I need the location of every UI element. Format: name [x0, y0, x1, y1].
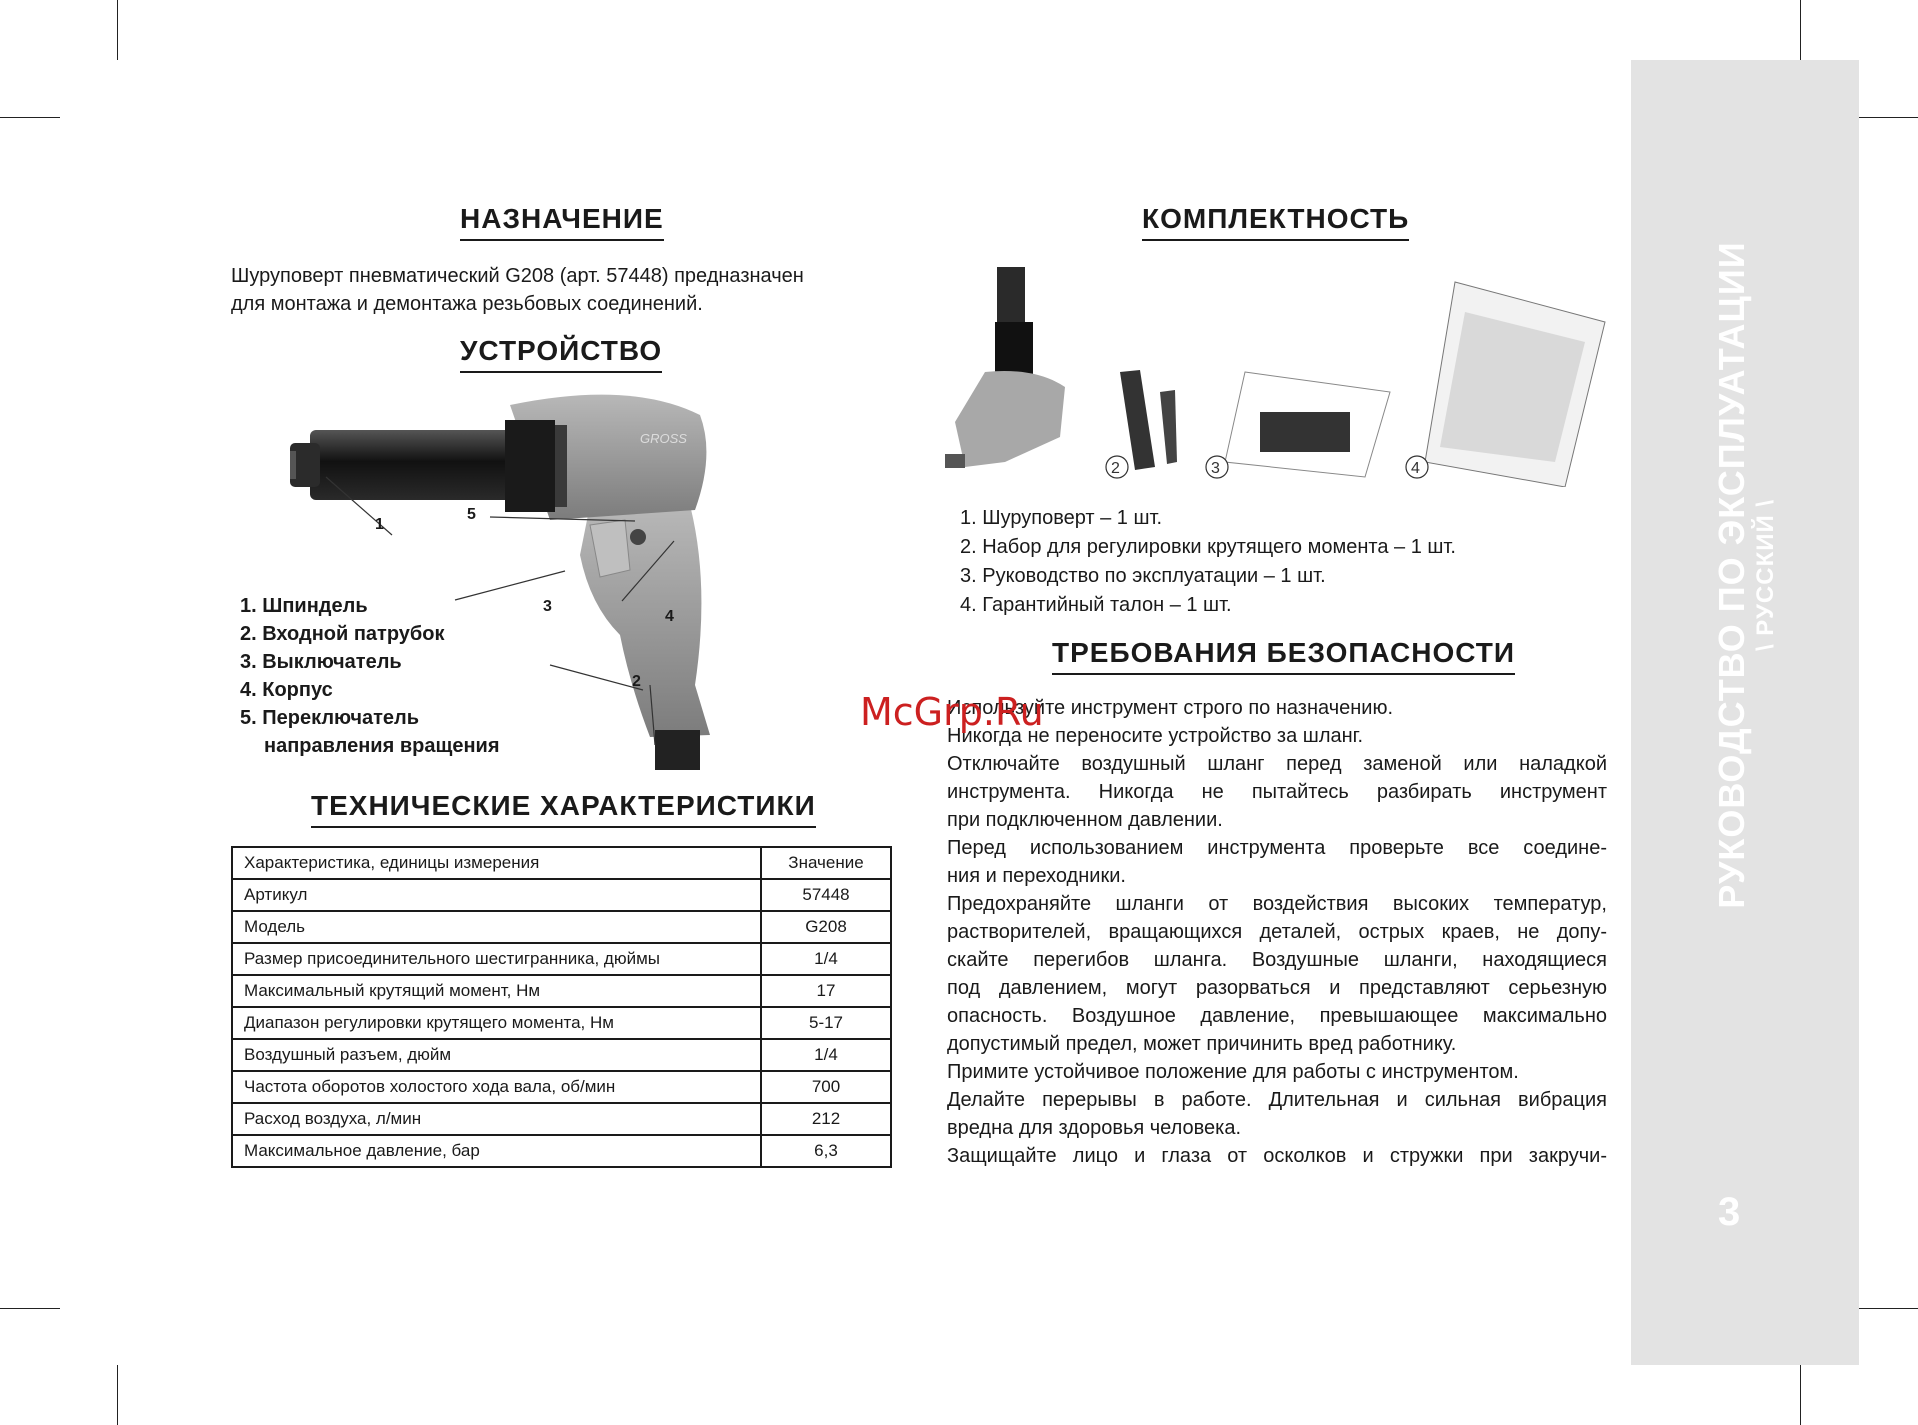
crop-mark	[117, 0, 118, 60]
sidebar-subtitle: \ РУССКИЙ \	[1752, 498, 1779, 652]
parts-item: направления вращения	[264, 735, 500, 757]
safety-line: Примите устойчивое положение для работы с инструментом.	[947, 1061, 1519, 1083]
table-cell: Диапазон регулировки крутящего момента, Нм	[232, 1007, 761, 1039]
table-cell: 5-17	[761, 1007, 891, 1039]
table-cell: 1/4	[761, 943, 891, 975]
crop-mark	[1800, 1365, 1801, 1425]
image-num-4: 4	[1411, 460, 1420, 477]
purpose-text	[231, 262, 892, 318]
section-title-purpose: НАЗНАЧЕНИЕ	[460, 203, 664, 241]
safety-line: Защищайте лицо и глаза от осколков и стружки при закручи-	[947, 1145, 1607, 1167]
image-num-2: 2	[1111, 460, 1120, 477]
table-cell: 6,3	[761, 1135, 891, 1167]
table-row	[232, 1103, 891, 1135]
table-row	[232, 943, 891, 975]
package-item: 1. Шуруповерт – 1 шт.	[960, 507, 1163, 529]
sidebar-title-text: РУКОВОДСТВО ПО ЭКСПЛУАТАЦИИ	[1711, 241, 1752, 909]
parts-list	[240, 592, 500, 760]
safety-line: растворителей, вращающихся деталей, острых краев, не допу-	[947, 921, 1607, 943]
section-title-package: КОМПЛЕКТНОСТЬ	[1142, 203, 1409, 241]
section-title-device: УСТРОЙСТВО	[460, 335, 662, 373]
watermark: McGrp.Ru	[860, 690, 1044, 734]
safety-line: ния и переходники.	[947, 865, 1126, 887]
table-cell: Воздушный разъем, дюйм	[232, 1039, 761, 1071]
table-cell: 212	[761, 1103, 891, 1135]
safety-line: скайте перегибов шланга. Воздушные шланги, находящиеся	[947, 949, 1607, 971]
safety-line: под давлением, могут разорваться и представляют серьезную	[947, 977, 1607, 999]
safety-line: Никогда не переносите устройство за шланг.	[947, 725, 1364, 747]
package-contents-illustration	[945, 262, 1610, 487]
table-cell: 17	[761, 975, 891, 1007]
table-cell: Максимальный крутящий момент, Нм	[232, 975, 761, 1007]
callout-4: 4	[665, 608, 674, 625]
table-row	[232, 1071, 891, 1103]
safety-line: инструмента. Никогда не пытайтесь разбирать инструмент	[947, 781, 1607, 803]
safety-text	[947, 694, 1607, 1170]
section-title-safety: ТРЕБОВАНИЯ БЕЗОПАСНОСТИ	[1052, 637, 1515, 675]
table-row	[232, 879, 891, 911]
table-cell: 700	[761, 1071, 891, 1103]
image-num-3: 3	[1211, 460, 1220, 477]
safety-line: опасность. Воздушное давление, превышающее максимально	[947, 1005, 1607, 1027]
parts-item: 1. Шпиндель	[240, 595, 368, 617]
page-number: 3	[1718, 1190, 1741, 1234]
parts-item: 4. Корпус	[240, 679, 333, 701]
table-cell: Размер присоединительного шестигранника, дюймы	[232, 943, 761, 975]
table-header-row	[232, 847, 891, 879]
crop-mark	[1858, 1308, 1918, 1309]
callout-2: 2	[632, 673, 641, 690]
table-row	[232, 975, 891, 1007]
table-row	[232, 1135, 891, 1167]
safety-line: Перед использованием инструмента проверьте все соедине-	[947, 837, 1607, 859]
package-item: 4. Гарантийный талон – 1 шт.	[960, 594, 1232, 616]
sidebar-title	[1711, 241, 1779, 908]
crop-mark	[1800, 0, 1801, 60]
table-cell: G208	[761, 911, 891, 943]
table-cell: 57448	[761, 879, 891, 911]
parts-item: 5. Переключатель	[240, 707, 420, 729]
safety-line: Отключайте воздушный шланг перед заменой или наладкой	[947, 753, 1607, 775]
package-list	[960, 504, 1456, 620]
purpose-line: Шуруповерт пневматический G208 (арт. 57448) предназначен	[231, 265, 804, 287]
specs-table	[231, 846, 892, 1168]
parts-item: 3. Выключатель	[240, 651, 402, 673]
table-row	[232, 1039, 891, 1071]
table-cell: Максимальное давление, бар	[232, 1135, 761, 1167]
callout-3: 3	[543, 598, 552, 615]
crop-mark	[117, 1365, 118, 1425]
table-cell: 1/4	[761, 1039, 891, 1071]
table-cell: Частота оборотов холостого хода вала, об/мин	[232, 1071, 761, 1103]
table-header-cell: Значение	[761, 847, 891, 879]
callout-5: 5	[467, 506, 476, 523]
brand-logo: GROSS	[640, 431, 687, 446]
package-item: 2. Набор для регулировки крутящего момента – 1 шт.	[960, 536, 1456, 558]
table-header-cell: Характеристика, единицы измерения	[232, 847, 761, 879]
callout-1: 1	[375, 516, 384, 533]
table-cell: Модель	[232, 911, 761, 943]
crop-mark	[0, 117, 60, 118]
safety-line: Используйте инструмент строго по назначению.	[947, 697, 1394, 719]
table-row	[232, 911, 891, 943]
table-row	[232, 1007, 891, 1039]
crop-mark	[0, 1308, 60, 1309]
safety-line: допустимый предел, может причинить вред работнику.	[947, 1033, 1457, 1055]
purpose-line: для монтажа и демонтажа резьбовых соединений.	[231, 293, 703, 315]
package-item: 3. Руководство по эксплуатации – 1 шт.	[960, 565, 1326, 587]
safety-line: при подключенном давлении.	[947, 809, 1223, 831]
safety-line: Делайте перерывы в работе. Длительная и сильная вибрация	[947, 1089, 1607, 1111]
safety-line: вредна для здоровья человека.	[947, 1117, 1242, 1139]
safety-line: Предохраняйте шланги от воздействия высоких температур,	[947, 893, 1607, 915]
table-cell: Артикул	[232, 879, 761, 911]
parts-item: 2. Входной патрубок	[240, 623, 445, 645]
table-cell: Расход воздуха, л/мин	[232, 1103, 761, 1135]
section-title-specs: ТЕХНИЧЕСКИЕ ХАРАКТЕРИСТИКИ	[311, 790, 816, 828]
crop-mark	[1858, 117, 1918, 118]
